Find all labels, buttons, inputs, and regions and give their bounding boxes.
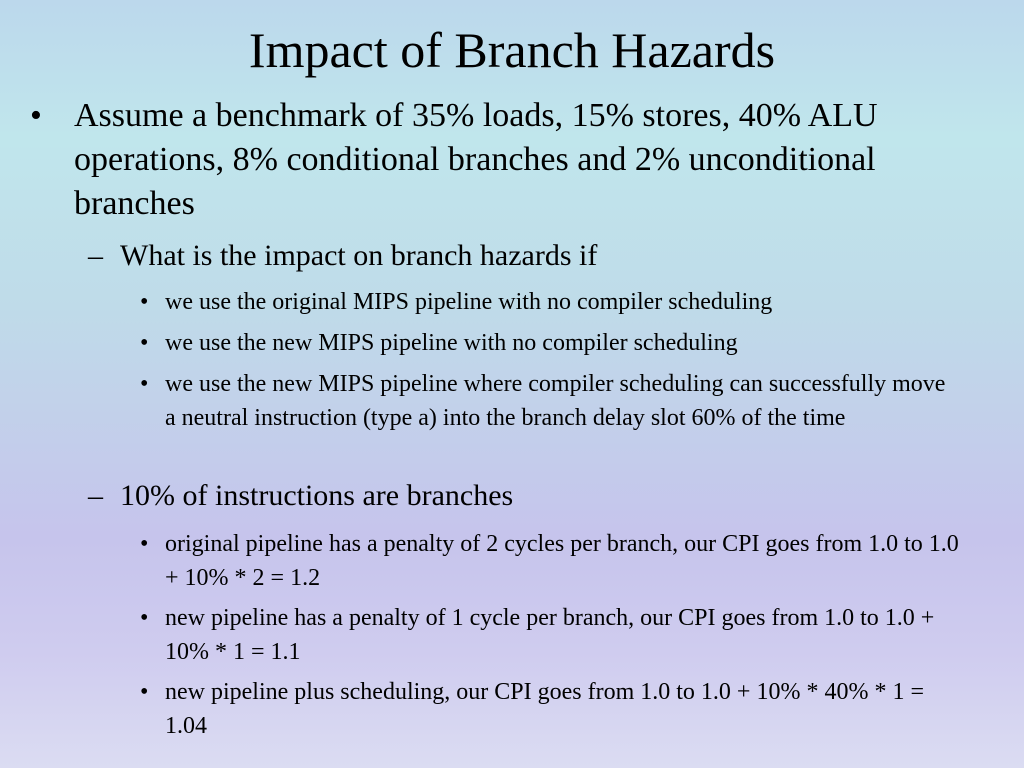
bullet-symbol: • bbox=[140, 371, 149, 397]
bullet-symbol: • bbox=[30, 97, 42, 134]
subbullet-text: 10% of instructions are branches bbox=[120, 479, 514, 512]
subbullet-text: What is the impact on branch hazards if bbox=[120, 239, 598, 272]
subsubbullet-text: we use the new MIPS pipeline where compiler scheduling can successfully move a neutral instruction (type a) into the branch delay slot 60% of the time bbox=[165, 371, 946, 431]
subsubbullet-new-mips bbox=[140, 326, 960, 360]
bullet-symbol: • bbox=[140, 605, 149, 631]
subsubbullet-text: new pipeline has a penalty of 1 cycle per branch, our CPI goes from 1.0 to 1.0 + 10% * 1 = 1.1 bbox=[165, 605, 935, 665]
slide-title: Impact of Branch Hazards bbox=[248, 22, 776, 78]
bullet-text: Assume a benchmark of 35% loads, 15% stores, 40% ALU operations, 8% conditional branches and 2% unconditional branches bbox=[74, 97, 878, 222]
dash-symbol: – bbox=[88, 479, 103, 512]
dash-symbol: – bbox=[88, 239, 103, 272]
subsubbullet-text: original pipeline has a penalty of 2 cycles per branch, our CPI goes from 1.0 to 1.0 + 10% * 2 = 1.2 bbox=[165, 531, 959, 591]
subsubbullet-new-penalty bbox=[140, 601, 960, 669]
subsubbullet-text: we use the new MIPS pipeline with no compiler scheduling bbox=[165, 330, 738, 356]
subsubbullet-original-penalty bbox=[140, 527, 960, 595]
subbullet-impact-question bbox=[88, 238, 988, 274]
bullet-symbol: • bbox=[140, 330, 149, 356]
bullet-benchmark bbox=[30, 94, 990, 226]
bullet-symbol: • bbox=[140, 289, 149, 315]
bullet-symbol: • bbox=[140, 679, 149, 705]
subbullet-branch-percentage bbox=[88, 478, 988, 514]
subsubbullet-text: new pipeline plus scheduling, our CPI goes from 1.0 to 1.0 + 10% * 40% * 1 = 1.04 bbox=[165, 679, 924, 739]
bullet-symbol: • bbox=[140, 531, 149, 557]
subsubbullet-text: we use the original MIPS pipeline with no compiler scheduling bbox=[165, 289, 773, 315]
subsubbullet-new-scheduling bbox=[140, 675, 960, 743]
subsubbullet-original-mips bbox=[140, 285, 960, 319]
subsubbullet-new-mips-scheduling bbox=[140, 367, 960, 435]
